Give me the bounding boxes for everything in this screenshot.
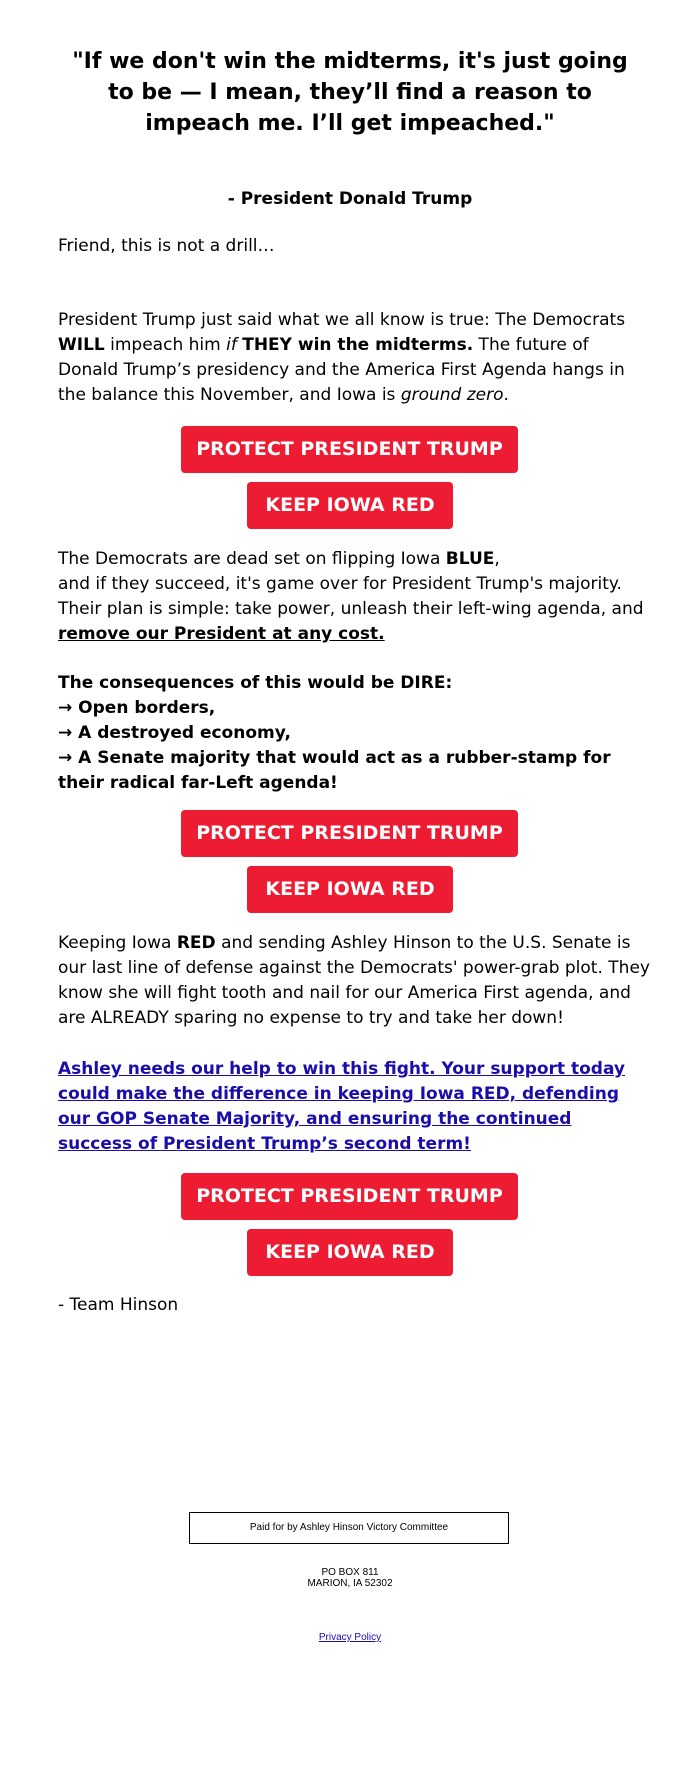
paragraph-impeach: President Trump just said what we all know is true: The Democrats WILL impeach him if THEY win the midterms. The future of Donald Trump’s presidency and the America First Agenda hangs in the balance this November, and Iowa is ground zero. (58, 310, 626, 405)
mailing-address (200, 1567, 500, 1589)
quote-attribution: - President Donald Trump (227, 189, 473, 209)
list-item: → Open borders, (58, 698, 216, 718)
protect-president-trump-button[interactable]: PROTECT PRESIDENT TRUMP (181, 1173, 518, 1220)
support-ashley-link[interactable]: Ashley needs our help to win this fight. Your support today could make the difference in keeping Iowa RED, defending our GOP Senate Majority, and ensuring the continued success of President Trump’s second term! (58, 1059, 625, 1154)
paragraph-keep-iowa-red: Keeping Iowa RED and sending Ashley Hinson to the U.S. Senate is our last line of defense against the Democrats' power-grab plot. They know she will fight tooth and nail for our America First agenda, and are ALREADY sparing no expense to try and take her down! (58, 933, 650, 1028)
greeting: Friend, this is not a drill… (58, 236, 275, 256)
list-item: → A Senate majority that would act as a rubber-stamp for their radical far-Left agenda! (58, 748, 611, 793)
keep-iowa-red-button[interactable]: KEEP IOWA RED (247, 866, 453, 913)
address-line: PO BOX 811 (321, 1567, 379, 1578)
protect-president-trump-button[interactable]: PROTECT PRESIDENT TRUMP (181, 810, 518, 857)
protect-president-trump-button[interactable]: PROTECT PRESIDENT TRUMP (181, 426, 518, 473)
signoff: - Team Hinson (58, 1295, 179, 1315)
privacy-footer (200, 1632, 500, 1643)
paragraph-flip-iowa: The Democrats are dead set on flipping Iowa BLUE, and if they succeed, it's game over for President Trump's majority. Their plan is simple: take power, unleash their left-wing agenda, and remove our President at any cost. (58, 549, 644, 644)
keep-iowa-red-button[interactable]: KEEP IOWA RED (247, 482, 453, 529)
headline-quote: "If we don't win the midterms, it's just going to be — I mean, they’ll find a reason to impeach me. I’ll get impeached." (72, 49, 628, 136)
consequences-list (58, 671, 650, 796)
paid-for-disclaimer: Paid for by Ashley Hinson Victory Committee (189, 1512, 509, 1544)
remove-president-text: remove our President at any cost. (58, 624, 385, 644)
consequences-heading: The consequences of this would be DIRE: (58, 673, 453, 693)
address-line: MARION, IA 52302 (307, 1578, 393, 1589)
list-item: → A destroyed economy, (58, 723, 291, 743)
privacy-policy-link[interactable]: Privacy Policy (318, 1632, 382, 1643)
keep-iowa-red-button[interactable]: KEEP IOWA RED (247, 1229, 453, 1276)
